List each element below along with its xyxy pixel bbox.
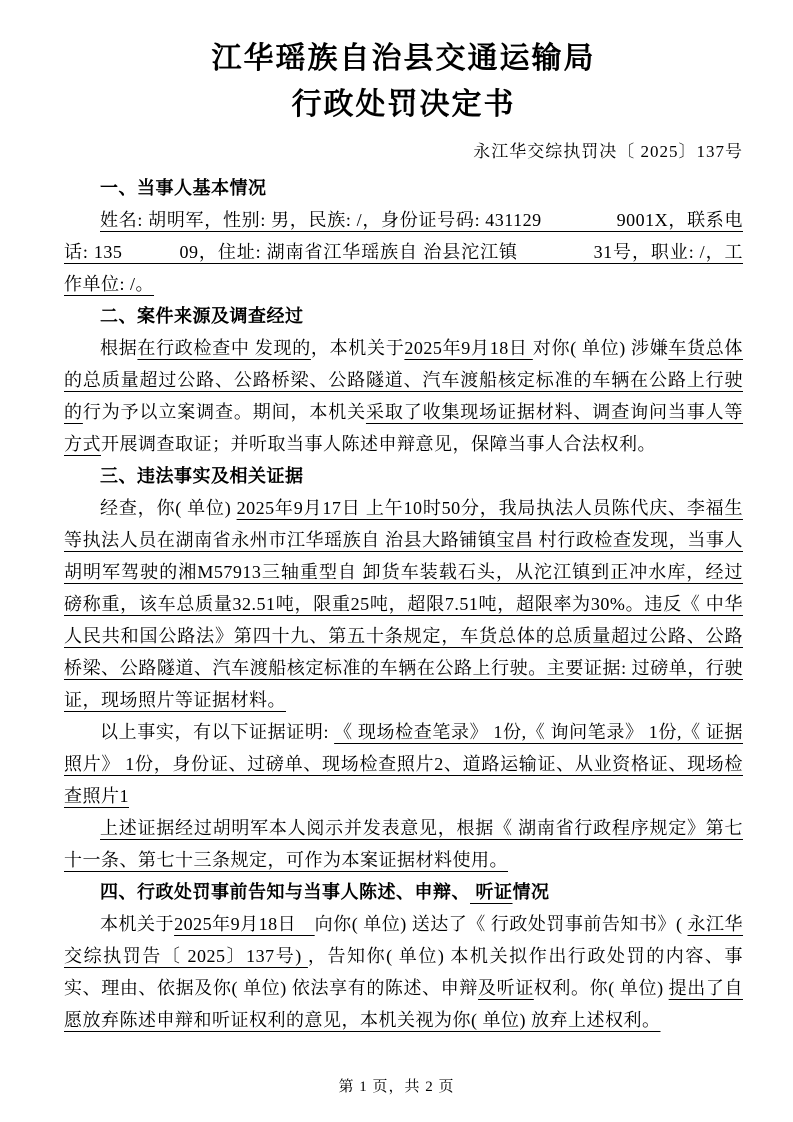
body-text: 以上事实，有以下证据证明: [100, 722, 335, 742]
body-text: 对你( 单位) 涉嫌 [532, 338, 669, 358]
underlined-text: 2025年9月18日 [174, 914, 315, 934]
underlined-text: 提出了自 愿放弃陈述申辩和听证权利的意见，本机关视为你( 单位) 放弃上述权利。 [64, 978, 743, 1030]
body-text: 四、行政处罚事前告知与当事人陈述、申辩、 [100, 882, 470, 902]
paragraph [64, 716, 743, 812]
underlined-text: 及听证 [477, 978, 534, 998]
underlined-text: 姓名: 胡明军，性别: 男，民族: /，身份证号码: 431129 9001X，联系电话: 135 09，住址: 湖南省江华瑶族自 治县沱江镇 31号，职业: /，工作单位: /。 [64, 210, 743, 294]
section-heading-2 [64, 300, 743, 332]
underlined-text: 《 现场检查笔录》 1份,《 询问笔录》 1份,《 证据照片》 1份，身份证、过磅单、现场检查照片2、道路运输证、从业资格证、现场检查照片1 [64, 722, 743, 806]
underlined-text: 在行政检查中 发现的 [137, 338, 311, 358]
page-number: 第 1 页，共 2 页 [338, 1079, 455, 1095]
body-text: 开展调查取证；并听取当事人陈述申辩意见，保障当事人合法权利。 [101, 434, 656, 454]
body-text: ，本机关于 [310, 338, 405, 358]
paragraph [64, 908, 743, 1036]
paragraph [64, 332, 743, 460]
section-heading-3 [64, 460, 743, 492]
body-text: 根据 [100, 338, 138, 358]
doc-reference-number: 永江华交综执罚决〔 2025〕137号 [473, 142, 743, 161]
paragraph [64, 204, 743, 300]
body-text: 二、案件来源及调查经过 [100, 306, 304, 326]
underlined-text: 2025年9月18日 [404, 338, 533, 358]
body-text: 一、当事人基本情况 [100, 178, 267, 198]
body-text: 权利。你( 单位) [533, 978, 669, 998]
body-text: 行为予以立案调查。期间，本机关 [82, 402, 366, 422]
underlined-text: 2025年9月17日 上午10时50分，我局执法人员陈代庆、李福生等执法人员在湖南省永州市江华瑶族自 治县大路铺镇宝昌 村行政检查发现，当事人胡明军驾驶的湘M57913三轴重型自 卸货车装载石头，从沱江镇到正冲水库，经过磅称重，该车总质量32.51吨，限重25吨，超限7.51吨，超限率为30%。违反《 中华人民共和国公路法》第四十九、第五十条规定，车货总体的总质量超过公路、公路桥梁、公路隧道、汽车渡船核定标准的车辆在公路上行驶。主要证据: 过磅单，行驶证，现场照片等证据材料。 [64, 498, 743, 710]
section-heading-4 [64, 876, 743, 908]
document-title-line2: 行政处罚决定书 [291, 88, 516, 121]
underlined-text: 听证 [470, 882, 513, 902]
underlined-text: 永江华交综执罚告〔 2025〕137号) [64, 914, 744, 966]
page-footer [0, 1075, 793, 1096]
body-text: 经查，你( 单位) [100, 498, 237, 518]
underlined-text: 上述证据经过胡明军本人阅示并发表意见，根据《 湖南省行政程序规定》第七十一条、第七十三条规定，可作为本案证据材料使用。 [64, 818, 743, 870]
paragraph [64, 812, 743, 876]
body-text: 向你( 单位) 送达了《 行政处罚事前告知书》( [314, 914, 688, 934]
document-title-line1: 江华瑶族自治县交通运输局 [211, 42, 596, 75]
paragraph [64, 492, 743, 716]
body-text: 三、违法事实及相关证据 [100, 466, 304, 486]
body-text: ，告知你( 单位) 本机关拟作出行政处罚的内容、事实、理由、依据及你( 单位) 依法享有的陈述、申辩 [64, 946, 743, 998]
underlined-text: 采取了收集现场证据材料、调查询问当事人等方式 [64, 402, 744, 454]
underlined-text: 车货总体的总质量超过公路、公路桥梁、公路隧道、汽车渡船核定标准的车辆在公路上行驶的 [64, 338, 744, 422]
body-text: 本机关于 [100, 914, 175, 934]
body-text: 情况 [512, 882, 550, 902]
section-heading-1 [64, 172, 743, 204]
document-body-sections [64, 172, 743, 1036]
